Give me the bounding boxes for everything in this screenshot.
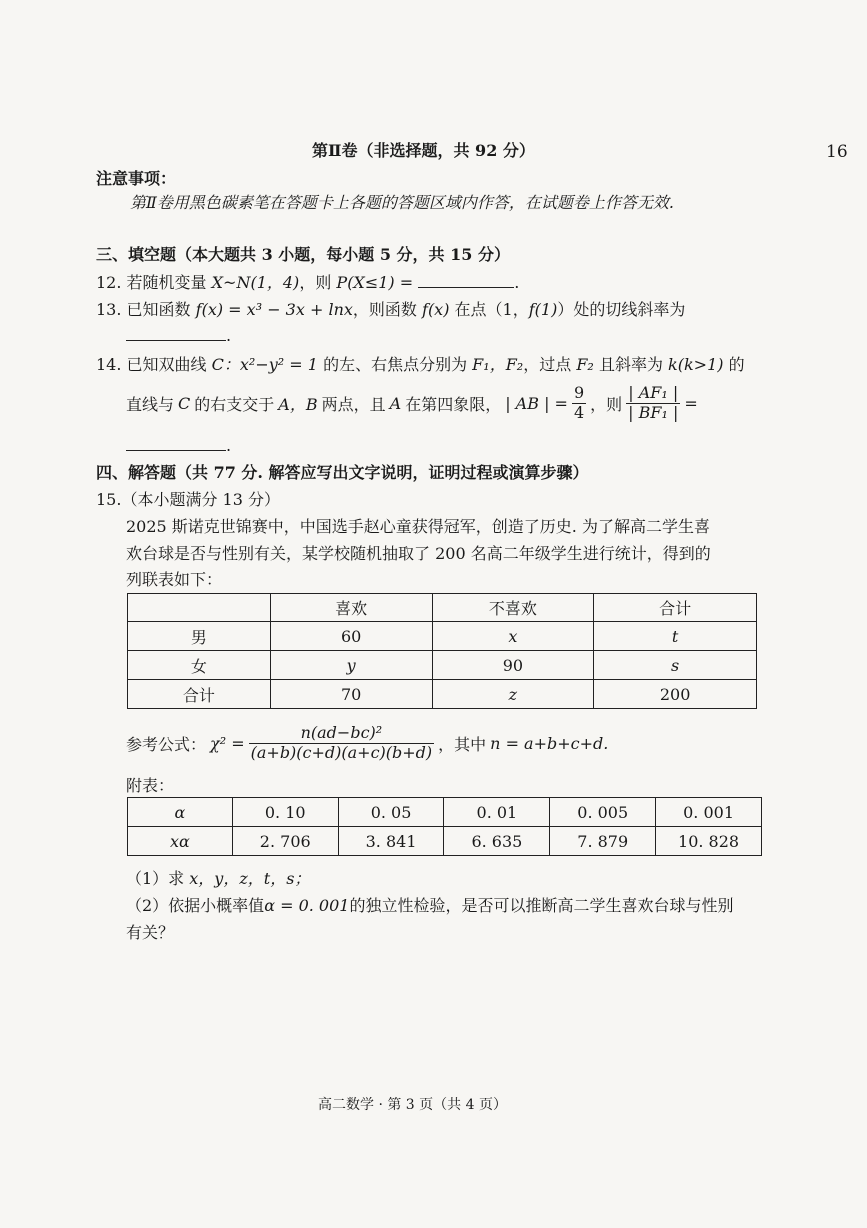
question-14-line2: 直线与 C 的右支交于 A，B 两点，且 A 在第四象限， | AB | = $\frac{9}{4}$ ，则 $\frac{\text{| AF₁ |}}{\text{| BF₁ |}}$ = [126,383,698,422]
q15-paragraph-2: 欢台球是否与性别有关，某学校随机抽取了 200 名高二年级学生进行统计，得到的 [126,544,711,563]
contingency-table [127,593,757,709]
table-row: 合计 70 z 200 [128,680,757,709]
question-12: 12. 若随机变量 X~N(1，4)，则 P(X≤1) = . [96,273,520,292]
notice-body: 第Ⅱ卷用黑色碳素笔在答题卡上各题的答题区域内作答，在试题卷上作答无效. [130,193,674,212]
q13-answer-blank[interactable] [126,326,226,341]
q15-subquestion-1: （1）求 x，y，z，t，s； [126,869,311,888]
q14-number: 14. [96,355,122,374]
question-13: 13. 已知函数 f(x) = x³ − 3x + lnx，则函数 f(x) 在点（1，f(1)）处的切线斜率为 [96,300,686,319]
q13-expr: f(x) = x³ − 3x + lnx [195,300,353,319]
fraction-9-over-4: $\frac{9}{4}$ [573,383,585,422]
table-row: 男 60 x t [128,622,757,651]
reference-formula: 参考公式： χ² = $\frac{\text{n(ad−bc)²}}{(a+b)(c+d)(a+c)(b+d)}$ ，其中 n = a+b+c+d. [126,723,609,762]
table-row: xα 2. 706 3. 841 6. 635 7. 879 10. 828 [128,827,762,856]
fraction-af1-over-bf1: $\frac{\text{| AF₁ |}}{\text{| BF₁ |}}$ [628,383,679,422]
q13-answer-line: . [126,326,231,345]
q12-text-mid: ，则 [299,273,332,292]
q15-number: 15.（本小题满分 13 分） [96,490,280,509]
q12-number: 12. [96,273,122,292]
section-title: 第Ⅱ卷（非选择题，共 92 分） [312,141,535,160]
table-row: 女 y 90 s [128,651,757,680]
question-14-line1: 14. 已知双曲线 C：x²−y² = 1 的左、右焦点分别为 F₁，F₂，过点 F₂ 且斜率为 k(k>1) 的 [96,355,745,374]
q15-subquestion-2-cont: 有关？ [126,923,175,942]
table-row: α 0. 10 0. 05 0. 01 0. 005 0. 001 [128,798,762,827]
chi-square-fraction: $\frac{\text{n(ad−bc)²}}{(a+b)(c+d)(a+c)(b+d)}$ [250,723,433,762]
q13-number: 13. [96,300,122,319]
q12-text: 若随机变量 [126,273,207,292]
q15-paragraph-3: 列联表如下： [126,570,223,589]
q15-subquestion-2: （2）依据小概率值α = 0. 001的独立性检验，是否可以推断高二学生喜欢台球与性别 [126,896,734,915]
page-footer: 高二数学 · 第 3 页（共 4 页） [318,1097,507,1113]
q14-answer-line: . [126,436,231,455]
q12-answer-blank[interactable] [418,273,514,288]
section3-heading: 三、填空题（本大题共 3 小题，每小题 5 分，共 15 分） [96,245,510,264]
q12-expr2: P(X≤1) = [336,273,414,292]
appendix-label: 附表： [126,776,175,795]
table-header-row: 喜欢 不喜欢 合计 [128,594,757,622]
critical-value-table [127,797,762,856]
q14-answer-blank[interactable] [126,436,226,451]
q15-paragraph-1: 2025 斯诺克世锦赛中，中国选手赵心童获得冠军，创造了历史. 为了解高二学生喜 [126,517,710,536]
notice-heading: 注意事项： [96,169,177,188]
q12-expr: X~N(1，4) [211,273,300,292]
section4-heading: 四、解答题（共 77 分. 解答应写出文字说明，证明过程或演算步骤） [96,463,589,482]
page-edge-mark: 16 [826,142,848,162]
